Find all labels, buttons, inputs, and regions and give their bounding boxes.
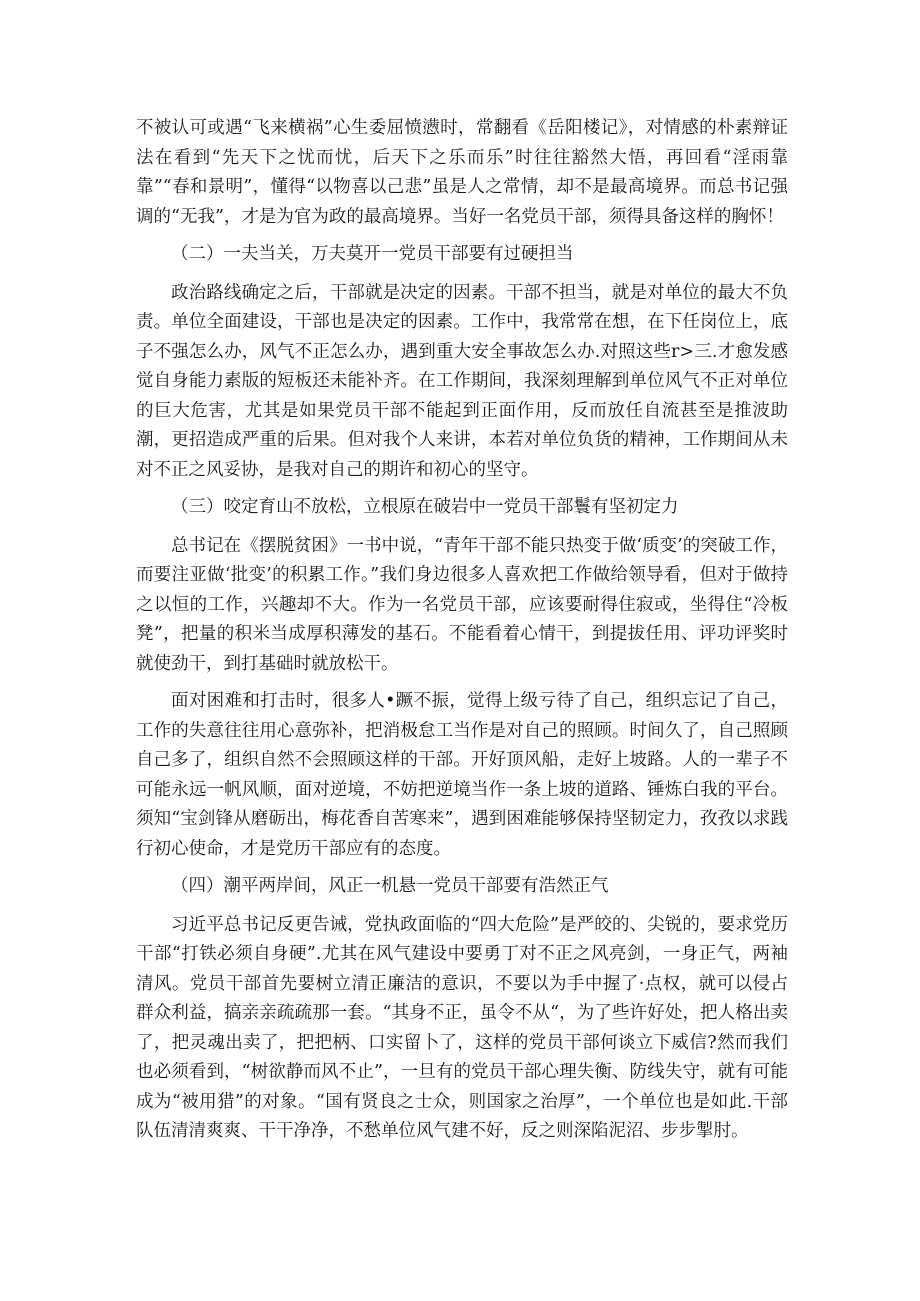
paragraph-intro: 不被认可或遇“飞来横祸”心生委屈愤懑时，常翻看《岳阳楼记》，对情感的朴素辩证法在看到“先天下之忧而忧，后天下之乐而乐”时往往豁然大悟，再回看“淫雨靠靠”“春和景明”，懂得“以物喜以己悲”虽是人之常情，却不是最高境界。而总书记强调的“无我”，才是为官为政的最高境界。当好一名党员干部，须得具备这样的胸怀！ bbox=[136, 118, 788, 227]
paragraph-section-3a: 总书记在《摆脱贫困》一书中说，“青年干部不能只热变于做‘质变’的突破工作，而要注亚做‘批变’的积累工作。”我们身边很多人喜欢把工作做给领导看，但对于做持之以恒的工作，兴趣却不大。作为一名党员干部，应该要耐得住寂或，坐得住“冷板凳”，把量的积米当成厚积薄发的基石。不能看着心情干，到提拔任用、评功评奖时就使劲干，到打基础时就放松干。 bbox=[136, 535, 788, 674]
section-heading-4: （四）潮平两岸间，风正一机悬一党员干部要有浩然正气 bbox=[171, 876, 609, 896]
document-page bbox=[136, 114, 788, 1155]
paragraph-section-2: 政治路线确定之后，干部就是决定的因素。干部不担当，就是对单位的最大不负责。单位全面建设，干部也是决定的因素。工作中，我常常在想，在下任岗位上，底子不强怎么办，风气不正怎么办，遇到重大安全事故怎么办.对照这些r>三.才愈发感觉自身能力素版的短板还未能补齐。在工作期间，我深刻理解到单位风气不正对单位的巨大危害，尤其是如果党员干部不能起到正面作用，反而放任自流甚至是推波助潮，更招造成严重的后果。但对我个人来讲，本若对单位负货的精神，工作期间从未对不正之风妥协，是我对自己的期许和初心的坚守。 bbox=[136, 282, 788, 480]
paragraph-section-4: 习近平总书记反更告诫，党执政面临的“四大危险”是严皎的、尖锐的，要求党历干部“打铁必须自身硬”.尤其在风气建设中要勇丁对不正之风亮剑，一身正气，两袖清风。党员干部首先要树立清正廉洁的意识，不要以为手中握了·点权，就可以侵占群众利益，搞亲亲疏疏那一套。“其身不正，虽令不从“，为了些许好处，把人格出卖了，把灵魂出卖了，把把柄、口实留卜了，这样的党员干部何谈立下威信?然而我们也必须看到，“树欲静而风不止”，一旦有的党员干部心理失衡、防线失守，就有可能成为“被用猎”的对象。“国有贤良之士众，则国家之治厚”，一个单位也是如此.干部队伍清清爽爽、干干净净，不愁单位风气建不好，反之则深陷泥沼、步步掣肘。 bbox=[136, 914, 788, 1141]
section-heading-3: （三）咬定育山不放松，立根原在破岩中一党员干部鬟有坚初定力 bbox=[171, 497, 679, 517]
paragraph-section-3b: 面对困难和打击时，很多人•蹶不振，觉得上级亏待了自己，组织忘记了自己，工作的失意往往用心意弥补，把消极怠工当作是对自己的照顾。时间久了，自己照顾自己多了，组织自然不会照顾这样的干部。开好顶风船，走好上坡路。人的一辈子不可能永远一帆风顺，面对逆境，不妨把逆境当作一条上坡的道路、锤炼白我的平台。须知“宝剑锋从磨砺出，梅花香自苦寒来”，遇到困难能够保持坚韧定力，孜孜以求践行初心使命，才是党历干部应有的态度。 bbox=[136, 691, 788, 859]
section-heading-2: （二）一夫当关，万夫莫开一党员干部要有过硬担当 bbox=[171, 244, 574, 264]
